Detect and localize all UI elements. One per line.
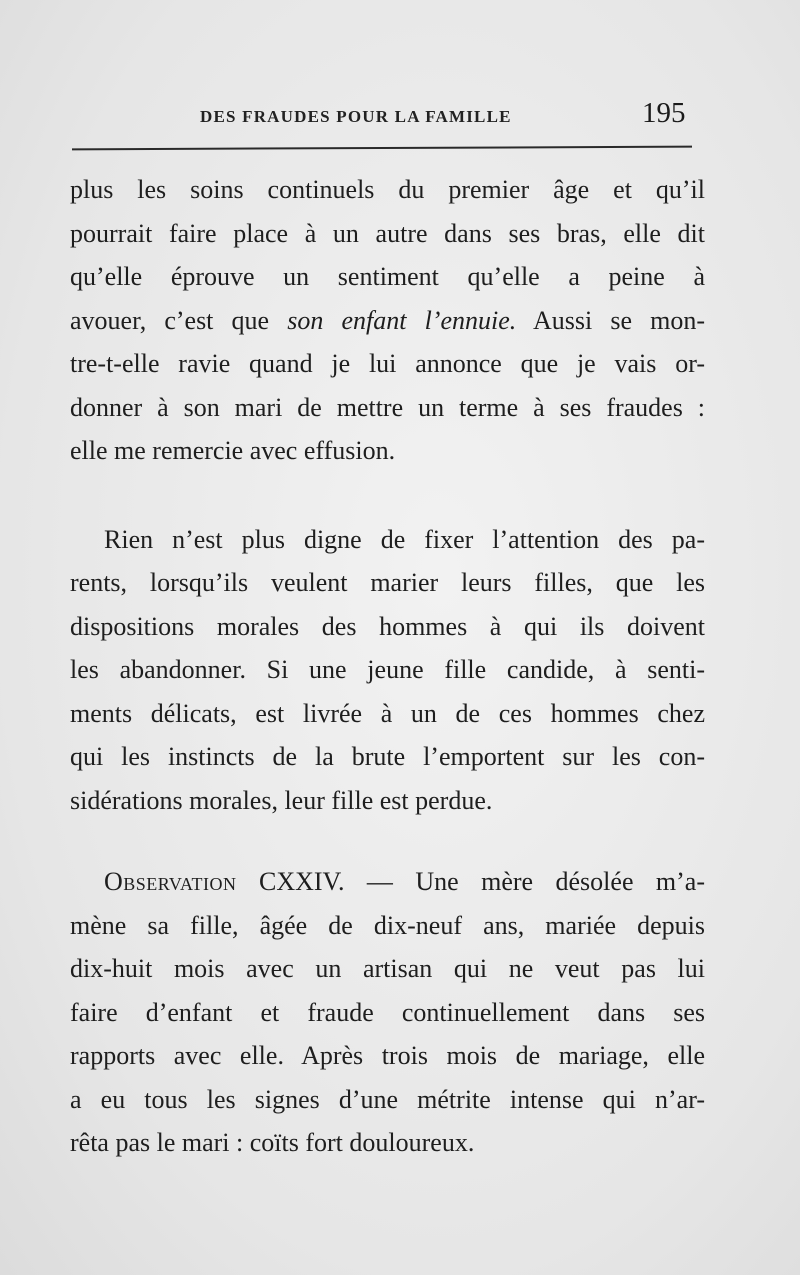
text-line <box>70 860 705 904</box>
text-line: a eu tous les signes d’une métrite intense qui n’ar- <box>70 1084 705 1114</box>
paragraph-spacer <box>70 822 705 860</box>
observation-label: Observation <box>104 867 237 896</box>
page-header <box>0 97 800 137</box>
paragraph-spacer <box>70 473 705 518</box>
text-line: tre-t-elle ravie quand je lui annonce que je vais or- <box>70 349 705 378</box>
text-line: mène sa fille, âgée de dix-neuf ans, mariée depuis <box>70 910 705 940</box>
text-line: les abandonner. Si une jeune fille candide, à senti- <box>70 655 705 684</box>
page-number: 195 <box>642 97 686 129</box>
text-line: dix-huit mois avec un artisan qui ne veut pas lui <box>70 954 705 983</box>
text-line: rêta pas le mari : coïts fort douloureux. <box>70 1128 475 1157</box>
text-line: Rien n’est plus digne de fixer l’attention des pa- <box>104 524 705 554</box>
text-line: dispositions morales des hommes à qui ils doivent <box>70 611 705 641</box>
text-line: qui les instincts de la brute l’emportent sur les con- <box>70 742 705 771</box>
text-line: elle me remercie avec effusion. <box>70 436 396 465</box>
body-text <box>70 168 705 1165</box>
text-fragment: — Une mère désolée m’a- <box>344 867 706 896</box>
text-line: faire d’enfant et fraude continuellement dans ses <box>70 997 705 1027</box>
paragraph-3 <box>70 860 705 1165</box>
text-line: rapports avec elle. Après trois mois de mariage, elle <box>70 1041 705 1070</box>
text-fragment: Aussi se mon- <box>516 305 706 335</box>
italic-phrase: son enfant l’ennuie. <box>287 305 517 335</box>
text-line: plus les soins continuels du premier âge et qu’il <box>70 175 705 204</box>
text-line: sidérations morales, leur fille est perdue. <box>70 785 493 815</box>
running-title: DES FRAUDES POUR LA FAMILLE <box>200 107 512 126</box>
text-fragment: avouer, c’est que <box>70 305 288 335</box>
header-rule <box>72 146 692 151</box>
observation-number: CXXIV. <box>258 867 345 896</box>
text-line: donner à son mari de mettre un terme à ses fraudes : <box>70 392 705 422</box>
text-line <box>70 299 705 343</box>
paragraph-1 <box>70 168 705 473</box>
text-line: ments délicats, est livrée à un de ces hommes chez <box>70 698 705 728</box>
paragraph-2 <box>70 518 705 823</box>
text-line: qu’elle éprouve un sentiment qu’elle a peine à <box>70 262 705 291</box>
text-line: pourrait faire place à un autre dans ses bras, elle dit <box>70 218 705 248</box>
text-line: rents, lorsqu’ils veulent marier leurs filles, que les <box>70 568 705 597</box>
